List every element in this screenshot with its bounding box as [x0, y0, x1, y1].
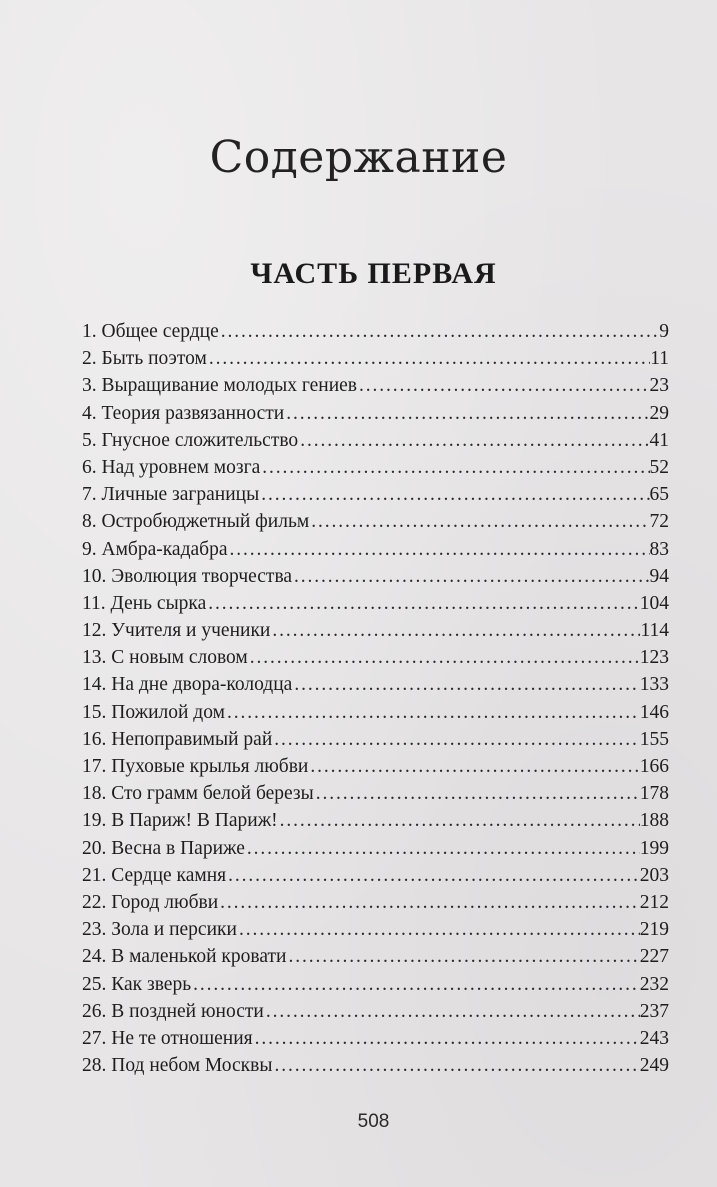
toc-leader-dots [253, 1025, 640, 1052]
toc-entry-page: 146 [639, 701, 669, 723]
toc-entry-page: 114 [640, 620, 669, 642]
toc-leader-dots [264, 998, 640, 1025]
toc-entry [82, 372, 669, 399]
toc-entry-title: 5. Гнусное сложительство [82, 429, 299, 451]
toc-entry-page: 133 [639, 674, 669, 696]
toc-entry-title: 2. Быть поэтом [82, 348, 207, 370]
toc-entry [82, 508, 669, 535]
toc-entry-title: 9. Амбра-кадабра [82, 538, 228, 560]
toc-leader-dots [206, 590, 639, 617]
toc-entry-page: 29 [649, 402, 669, 424]
toc-entry [82, 726, 669, 753]
toc-entry [82, 943, 669, 970]
toc-entry [82, 318, 669, 345]
toc-entry-title: 13. С новым словом [82, 647, 248, 669]
toc-entry [82, 454, 669, 481]
toc-entry [82, 780, 669, 807]
part-heading: ЧАСТЬ ПЕРВАЯ [250, 257, 497, 290]
toc-entry-title: 24. В маленькой кровати [82, 946, 287, 968]
toc-leader-dots [219, 318, 659, 345]
toc-entry-page: 249 [639, 1055, 669, 1077]
toc-entry-title: 26. В поздней юности [82, 1000, 264, 1022]
toc-entry [82, 617, 669, 644]
toc-entry-page: 203 [639, 864, 669, 886]
toc-entry-title: 15. Пожилой дом [82, 701, 225, 723]
toc-entry [82, 753, 669, 780]
toc-entry-title: 17. Пуховые крылья любви [82, 756, 309, 777]
toc-entry-page: 155 [639, 728, 669, 750]
toc-entry-page: 188 [639, 810, 669, 832]
toc-entry-page: 199 [639, 837, 669, 859]
toc-leader-dots [218, 889, 640, 916]
toc-entry-page: 123 [639, 647, 669, 669]
toc-entry-title: 23. Зола и персики [82, 919, 237, 941]
toc-leader-dots [286, 943, 639, 970]
toc-entry-page: 166 [639, 756, 669, 777]
toc-leader-dots [270, 617, 640, 644]
toc-leader-dots [272, 1052, 639, 1079]
toc-entry [82, 835, 669, 862]
toc-entry-page: 23 [649, 375, 669, 397]
toc-entry-title: 21. Сердце камня [82, 864, 227, 886]
toc-entry [82, 563, 669, 590]
toc-entry-page: 83 [649, 538, 669, 560]
page-title: Содержание [209, 132, 508, 183]
toc-entry [82, 1025, 669, 1052]
toc-entry [82, 644, 669, 671]
toc-entry-title: 20. Весна в Париже [82, 837, 245, 859]
toc-entry-title: 1. Общее сердце [82, 321, 219, 342]
toc-leader-dots [357, 372, 650, 399]
toc-leader-dots [292, 563, 649, 590]
toc-entry [82, 427, 669, 454]
toc-entry [82, 400, 669, 427]
page-number: 508 [357, 1111, 390, 1132]
toc-leader-dots [259, 481, 649, 508]
toc-entry-page: 237 [639, 1000, 669, 1022]
toc-entry-title: 16. Непоправимый рай [82, 728, 273, 750]
toc-entry [82, 699, 669, 726]
toc-entry-title: 12. Учителя и ученики [82, 620, 271, 642]
toc-entry-page: 52 [649, 456, 669, 478]
toc-leader-dots [226, 862, 640, 889]
toc-entry [82, 889, 669, 916]
toc-leader-dots [272, 726, 640, 753]
toc-leader-dots [191, 971, 640, 998]
toc-entry-page: 227 [639, 946, 669, 968]
toc-leader-dots [292, 671, 639, 698]
toc-entry [82, 590, 669, 617]
toc-leader-dots [309, 508, 649, 535]
toc-entry [82, 536, 669, 563]
toc-entry [82, 862, 669, 889]
toc-entry-title: 11. День сырка [82, 592, 207, 614]
toc-entry-page: 104 [639, 592, 669, 614]
toc-entry [82, 481, 669, 508]
toc-leader-dots [278, 807, 640, 834]
toc-leader-dots [260, 454, 649, 481]
toc-entry-title: 8. Остробюджетный фильм [82, 511, 310, 533]
toc-leader-dots [245, 835, 640, 862]
toc-entry-title: 4. Теория развязанности [82, 402, 285, 424]
toc-entry-page: 219 [639, 919, 669, 941]
toc-entry-title: 6. Над уровнем мозга [82, 456, 261, 478]
toc-leader-dots [284, 400, 649, 427]
toc-leader-dots [227, 536, 649, 563]
toc-entry-page: 232 [639, 973, 669, 995]
toc-entry-page: 94 [649, 565, 669, 587]
toc-entry-title: 19. В Париж! В Париж! [82, 810, 278, 832]
toc-entry-title: 10. Эволюция творчества [82, 565, 293, 587]
toc-entry [82, 807, 669, 834]
toc-leader-dots [248, 644, 640, 671]
toc-entry [82, 998, 669, 1025]
toc-leader-dots [314, 780, 640, 807]
toc-entry-page: 41 [649, 429, 669, 451]
toc-leader-dots [207, 345, 650, 372]
toc-entry-title: 28. Под небом Москвы [82, 1055, 273, 1077]
toc-entry [82, 345, 669, 372]
toc-entry-page: 65 [649, 484, 669, 506]
toc-entry-page: 72 [649, 511, 669, 533]
toc-leader-dots [225, 699, 640, 726]
toc-entry-page: 178 [639, 783, 669, 805]
toc-leader-dots [308, 753, 639, 780]
toc-entry-page: 11 [650, 348, 669, 370]
toc-entry [82, 916, 669, 943]
toc-entry-title: 3. Выращивание молодых гениев [82, 375, 357, 397]
toc-entry-page: 212 [639, 891, 669, 913]
toc-entry-page: 243 [639, 1027, 669, 1049]
toc-entry-title: 7. Личные заграницы [82, 484, 260, 506]
toc-entry-title: 18. Сто грамм белой березы [82, 783, 314, 805]
toc-entry [82, 671, 669, 698]
toc-leader-dots [237, 916, 640, 943]
toc-entry-title: 27. Не те отношения [82, 1027, 253, 1049]
toc-leader-dots [298, 427, 649, 454]
toc-entry-title: 22. Город любви [82, 891, 219, 913]
toc-entry-page: 9 [659, 321, 669, 342]
toc-entry-title: 14. На дне двора-колодца [82, 674, 293, 696]
toc-entry-title: 25. Как зверь [82, 973, 192, 995]
table-of-contents [82, 318, 669, 1079]
toc-entry [82, 1052, 669, 1079]
toc-entry [82, 971, 669, 998]
